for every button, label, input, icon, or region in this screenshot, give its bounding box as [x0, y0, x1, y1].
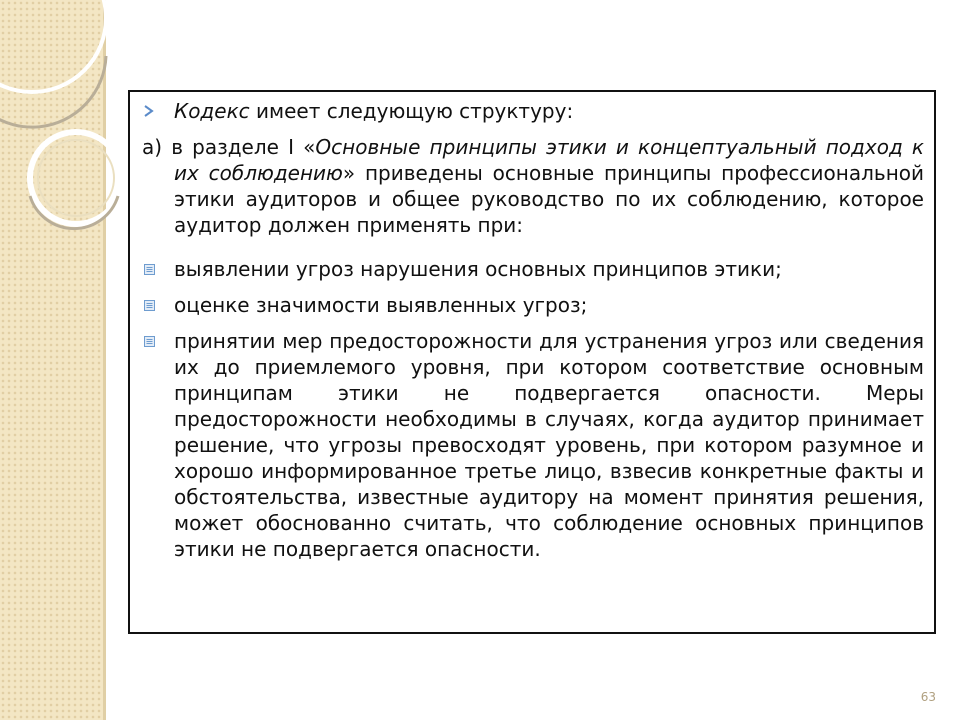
- content-box: [128, 90, 936, 634]
- bullet-text-1: выявлении угроз нарушения основных принципов этики;: [174, 257, 782, 281]
- large-deco-ring: [0, 0, 106, 92]
- arrow-bullet-icon: [142, 98, 156, 124]
- small-deco-ring: [30, 132, 122, 224]
- section-a-paragraph: [130, 134, 934, 238]
- inner-deco-ring: [38, 140, 114, 216]
- slide-page-number: 63: [920, 690, 936, 704]
- square-bullet-icon: [142, 256, 156, 282]
- section-a-title: Основные принципы этики и концептуальный подход к их соблюдению: [174, 135, 924, 185]
- list-item: [130, 256, 934, 282]
- section-a-prefix: а) в разделе I «: [142, 135, 316, 159]
- list-item: [130, 292, 934, 318]
- square-bullet-icon: [142, 292, 156, 318]
- intro-line: [130, 98, 934, 124]
- bullet-text-3: принятии мер предосторожности для устранения угроз или сведения их до приемлемого уровня, при котором соответствие основным принципам этики не подвергается опасности. Меры предосторожности необходимы в случаях, когда аудитор принимает решение, что угрозы превосходят уровень, при котором разумное и хорошо информированное третье лицо, взвесив конкретные факты и обстоятельства, известные аудитору на момент принятия решения, может обоснованно считать, что соблюдение основных принципов этики не подвергается опасности.: [174, 329, 924, 561]
- intro-text: имеет следующую структуру:: [249, 99, 574, 123]
- list-item: [130, 328, 934, 562]
- square-bullet-icon: [142, 328, 156, 354]
- section-a-body: » приведены основные принципы профессиональной этики аудиторов и общее руководство по их соблюдению, которое аудитор должен применять при:: [174, 161, 925, 237]
- bullet-text-2: оценке значимости выявленных угроз;: [174, 293, 588, 317]
- intro-italic: Кодекс: [174, 99, 250, 123]
